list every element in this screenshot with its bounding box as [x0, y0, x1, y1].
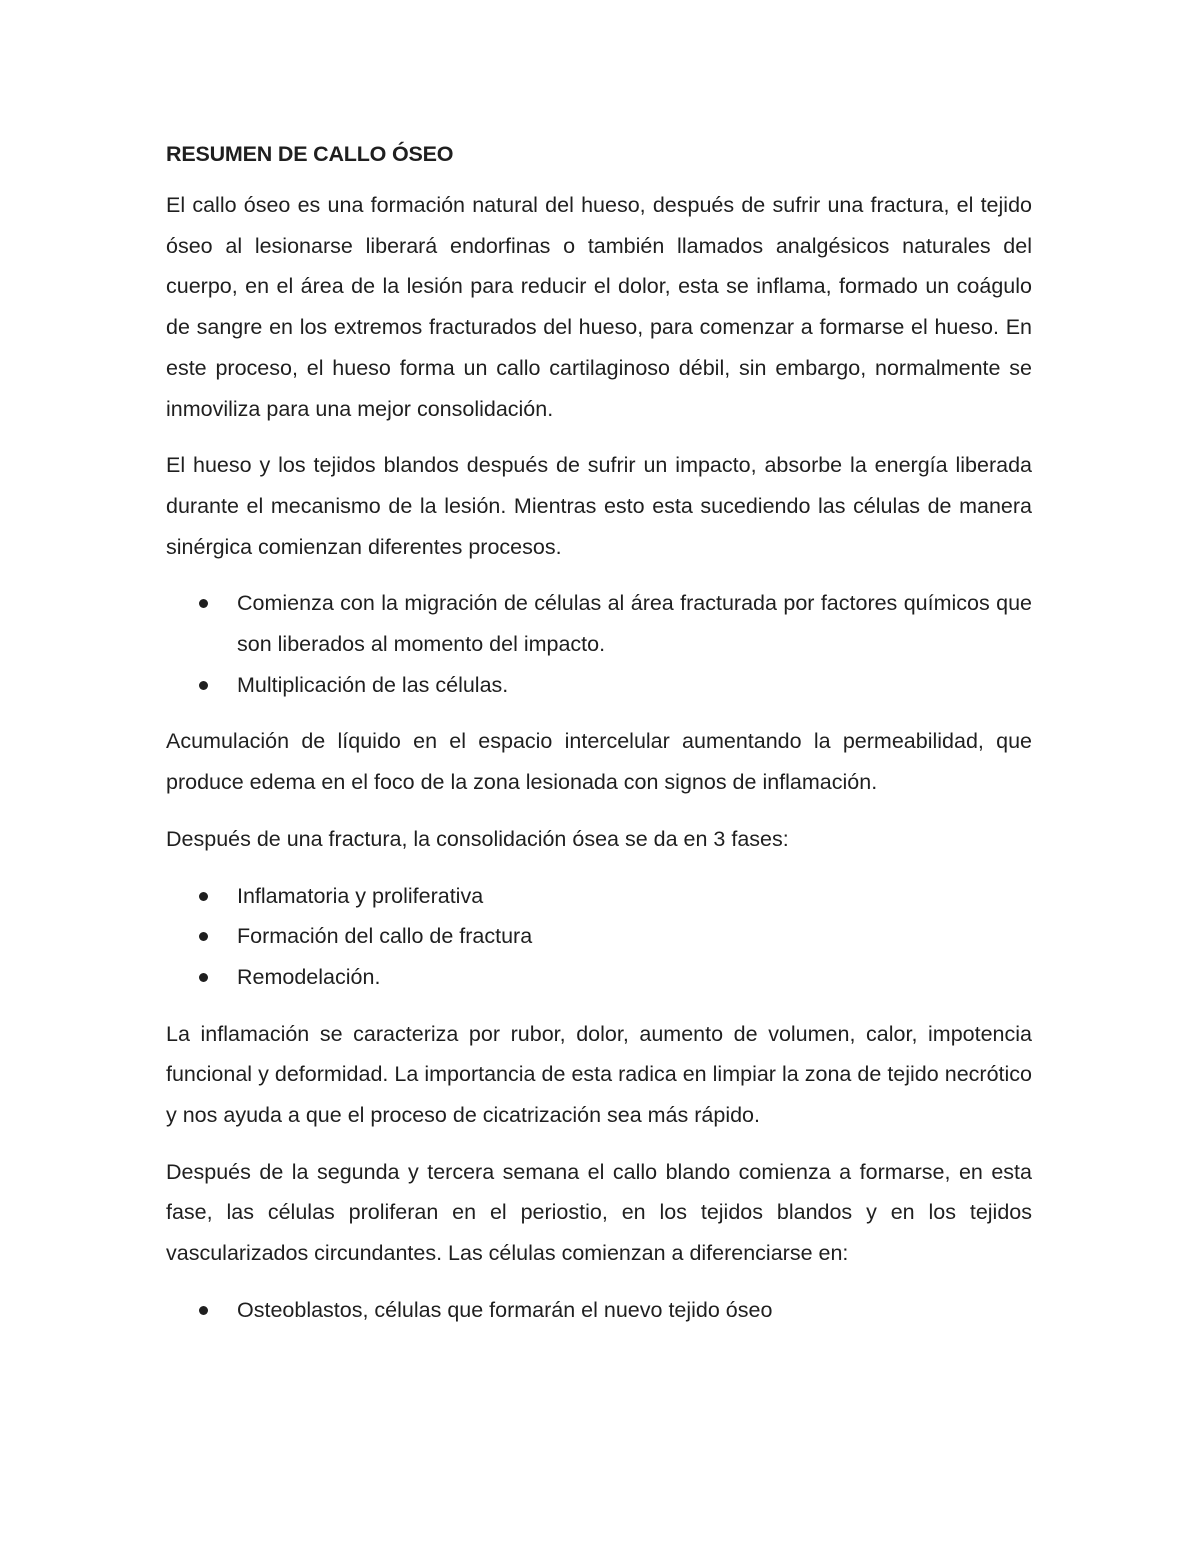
list-item — [237, 1290, 1032, 1331]
paragraph-fases-intro: Después de una fractura, la consolidación ósea se da en 3 fases: — [166, 826, 789, 851]
list-item-text: Comienza con la migración de células al área fracturada por factores químicos que son liberados al momento del impacto. — [237, 591, 1032, 657]
bullet-list-procesos — [166, 583, 1032, 705]
list-item-text: Formación del callo de fractura — [237, 924, 533, 949]
bullet-list-fases — [166, 876, 1032, 998]
paragraph-acumulacion: Acumulación de líquido en el espacio intercelular aumentando la permeabilidad, que produce edema en el foco de la zona lesionada con signos de inflamación. — [166, 729, 1032, 795]
bullet-icon — [199, 932, 208, 941]
bullet-list-diferenciacion — [166, 1290, 1032, 1331]
list-item — [237, 665, 1032, 706]
bullet-icon — [199, 892, 208, 901]
list-item — [237, 583, 1032, 664]
bullet-icon — [199, 1306, 208, 1315]
paragraph-callo-blando: Después de la segunda y tercera semana el callo blando comienza a formarse, en esta fase, las células proliferan en el periostio, en los tejidos blandos y en los tejidos vascularizados circundantes. Las células comienzan a diferenciarse en: — [166, 1159, 1032, 1266]
list-item — [237, 876, 1032, 917]
list-item — [237, 957, 1032, 998]
list-item-text: Remodelación. — [237, 964, 381, 989]
document-body — [166, 139, 1032, 1347]
paragraph-callo-definicion: El callo óseo es una formación natural del hueso, después de sufrir una fractura, el tejido óseo al lesionarse liberará endorfinas o también llamados analgésicos naturales del cuerpo, en el área de la lesión para reducir el dolor, esta se inflama, formado un coágulo de sangre en los extremos fracturados del hueso, para comenzar a formarse el hueso. En este proceso, el hueso forma un callo cartilaginoso débil, sin embargo, normalmente se inmoviliza para una mejor consolidación. — [166, 193, 1032, 421]
document-title: RESUMEN DE CALLO ÓSEO — [166, 142, 454, 166]
paragraph-impacto: El hueso y los tejidos blandos después de sufrir un impacto, absorbe la energía liberada durante el mecanismo de la lesión. Mientras esto esta sucediendo las células de manera sinérgica comienzan diferentes procesos. — [166, 453, 1032, 559]
paragraph-inflamacion: La inflamación se caracteriza por rubor, dolor, aumento de volumen, calor, impotencia funcional y deformidad. La importancia de esta radica en limpiar la zona de tejido necrótico y nos ayuda a que el proceso de cicatrización sea más rápido. — [166, 1021, 1032, 1128]
list-item-text: Osteoblastos, células que formarán el nuevo tejido óseo — [237, 1297, 773, 1322]
bullet-icon — [199, 973, 208, 982]
list-item — [237, 916, 1032, 957]
bullet-icon — [199, 599, 208, 608]
list-item-text: Inflamatoria y proliferativa — [237, 883, 484, 908]
bullet-icon — [199, 681, 208, 690]
list-item-text: Multiplicación de las células. — [237, 672, 509, 697]
